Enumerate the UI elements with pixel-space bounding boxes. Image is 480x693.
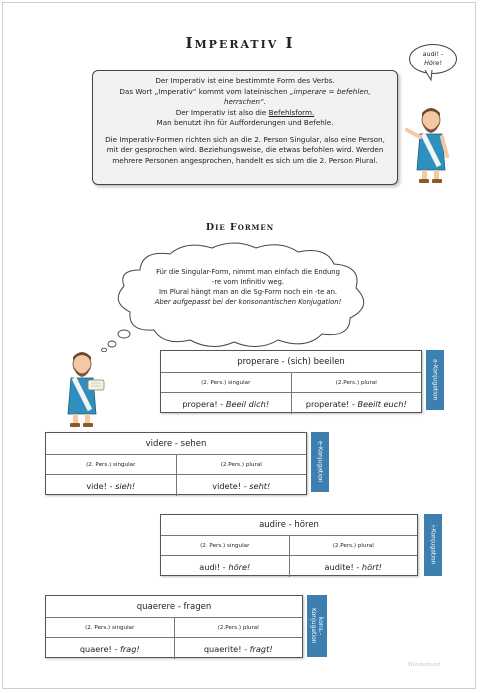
form-sg-german: höre! <box>228 561 251 572</box>
verb-table-properare <box>160 350 422 413</box>
form-pl-latin: properate! <box>305 398 350 409</box>
intro-line-3 <box>99 108 391 119</box>
intro-line-2a: Das Wort „Imperativ“ kommt vom lateinischen <box>119 86 288 96</box>
form-singular: vide! - sieh! <box>86 480 136 491</box>
cloud-line-4: Aber aufgepasst bei der konsonantischen Konjugation! <box>154 298 342 306</box>
intro-box <box>92 70 398 185</box>
speech-tail <box>423 70 435 82</box>
tab-label: a-Konjugation <box>431 359 439 401</box>
form-pl-latin: audite! <box>324 561 354 572</box>
verb-table-videre <box>45 432 307 495</box>
form-pl-german: fragt! <box>249 643 273 654</box>
label-singular: (2. Pers.) singular <box>201 379 251 386</box>
tab-e-konjugation <box>311 432 329 492</box>
verb-heading: videre - sehen <box>145 438 207 449</box>
form-pl-latin: quaerite! <box>203 643 242 654</box>
verb-heading: audire - hören <box>259 520 319 530</box>
form-sg-latin: vide! <box>86 480 107 491</box>
intro-line-4: Man benutzt ihn für Aufforderungen und Befehle. <box>156 118 334 127</box>
tab-label: i-Konjugation <box>429 525 437 565</box>
label-plural: (2.Pers.) plural <box>291 373 422 392</box>
form-singular: audi! - höre! <box>199 561 251 572</box>
form-plural: properate! - Beeilt euch! <box>291 393 422 414</box>
tab-a-konjugation <box>426 350 444 410</box>
form-plural: videte! - seht! <box>176 475 307 496</box>
form-pl-latin: videte! <box>212 480 242 491</box>
form-sg-german: frag! <box>119 643 140 654</box>
tab-label: kons.- Konjugation <box>310 608 324 644</box>
roman-figure-pointing-icon <box>403 104 453 186</box>
form-pl-german: seht! <box>249 480 271 491</box>
verb-heading: quaerere - fragen <box>136 601 212 612</box>
cloud-line-3: Im Plural hängt man an die Sg-Form noch ein -te an. <box>158 288 338 296</box>
tab-i-konjugation <box>424 514 442 576</box>
intro-line-3a: Der Imperativ ist also die <box>175 107 267 117</box>
tab-label: e-Konjugation <box>316 441 324 483</box>
speech-line-2: Höre! <box>424 59 442 67</box>
form-singular: propera! - Beeil dich! <box>182 398 270 409</box>
form-sg-latin: quaere! <box>79 643 112 654</box>
label-plural: (2.Pers.) plural <box>174 618 303 637</box>
form-sg-german: sieh! <box>115 480 136 491</box>
label-singular: (2. Pers.) singular <box>200 542 250 549</box>
label-plural: (2.Pers.) plural <box>176 455 307 474</box>
intro-line-3b: Befehlsform. <box>268 107 315 117</box>
verb-heading: properare - (sich) beeilen <box>237 356 345 367</box>
speech-line-1: audi! - <box>422 50 444 58</box>
cloud-line-1: Für die Singular-Form, nimmt man einfach die Endung <box>156 268 340 276</box>
form-plural: quaerite! - fragt! <box>174 638 303 659</box>
cloud-text <box>138 267 358 307</box>
intro-line-1: Der Imperativ ist eine bestimmte Form des Verbs. <box>155 76 335 85</box>
roman-figure-scroll-icon <box>58 350 112 430</box>
section-title: Die Formen <box>205 222 275 233</box>
form-singular: quaere! - frag! <box>79 643 140 654</box>
intro-paragraph-2: Die Imperativ-Formen richten sich an die 2. Person Singular, also eine Person, mit der gesprochen wird. Beziehungsweise, die etwas befohlen wird. Werden mehrere Personen angesprochen, handelt es sich um die 2. Person Plural. <box>105 134 385 165</box>
form-pl-german: hört! <box>361 561 382 572</box>
form-plural: audite! - hört! <box>289 556 418 577</box>
verb-table-quaerere <box>45 595 303 658</box>
form-sg-german: Beeil dich! <box>225 398 270 409</box>
page-title: Imperativ I <box>185 34 295 52</box>
cloud-line-2: -re vom Infinitiv weg. <box>211 278 285 286</box>
label-singular: (2. Pers.) singular <box>85 624 135 631</box>
intro-line-2b: „imperare = befehlen, herrschen“. <box>223 86 371 106</box>
form-sg-latin: audi! <box>199 561 221 572</box>
watermark: Wunderbund <box>408 662 441 668</box>
tab-kons-konjugation <box>307 595 327 657</box>
label-singular: (2. Pers.) singular <box>86 461 136 468</box>
label-plural: (2.Pers.) plural <box>289 536 418 555</box>
intro-line-2 <box>99 87 391 108</box>
form-pl-german: Beeilt euch! <box>357 398 407 409</box>
form-sg-latin: propera! <box>182 398 218 409</box>
verb-table-audire <box>160 514 418 576</box>
